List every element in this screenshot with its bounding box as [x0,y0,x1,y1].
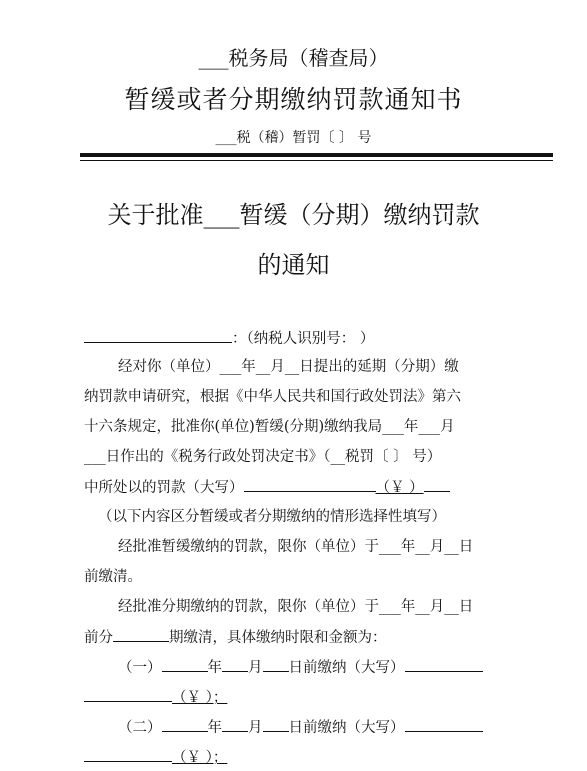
paragraph-1-line-4: ___日作出的《税务行政处罚决定书》（__税罚〔 〕 号） [84,449,442,465]
item-2-payment-label: 日前缴纳（大写） [288,720,405,736]
item-2-amount-figure: （￥ ）； [172,750,228,766]
selection-note: （以下内容区分暂缓或者分期缴纳的情形选择性填写） [98,509,446,525]
fine-amount-figure: （￥ ） [375,480,424,496]
item-2-month: 月 [248,720,263,736]
deferral-line-1: 经批准暂缓缴纳的罚款，限你（单位）于___年__月__日 [118,539,474,555]
notice-subject-line1: 关于批准___暂缓（分期）缴纳罚款 [107,201,480,229]
item-1-amount-blank [405,655,483,672]
agency-blank: ___ [198,46,229,70]
agency-name: 税务局（稽查局） [228,46,389,70]
issuing-agency [0,42,587,71]
item-2-year: 年 [207,720,222,736]
item-1-month-blank [222,655,248,672]
installment-line-1: 经批准分期缴纳的罚款，限你（单位）于___年__月__日 [118,599,474,615]
installment-count-blank [113,625,169,642]
paragraph-1-line-2: 纳罚款申请研究，根据《中华人民共和国行政处罚法》第六 [84,389,461,405]
notice-subject-line2: 的通知 [257,251,330,279]
paragraph-1-line-1: 经对你（单位）___年__月__日提出的延期（分期）缴 [118,359,459,375]
item-2-amount-blank [405,715,483,732]
document-number: ___税（稽）暂罚〔 〕 号 [215,130,372,146]
fine-amount-label: 中所处以的罚款（大写） [84,480,244,496]
fine-amount-blank [244,475,376,492]
item-2-number: （二） [118,720,162,736]
installment-line-2 [84,625,387,647]
item-1-year: 年 [207,660,222,676]
header-rule-thick [80,153,553,157]
taxpayer-id-label: ：（纳税人识别号： ） [232,331,375,347]
item-2-day-blank [263,715,289,732]
item-1-year-blank [162,655,208,672]
item-2-amount-words-blank [84,745,172,762]
installment-prefix: 前分 [84,630,113,646]
item-1-payment-label: 日前缴纳（大写） [288,660,405,676]
installment-suffix: 期缴清，具体缴纳时限和金额为： [169,630,387,646]
installment-item-1 [118,655,483,677]
item-1-amount-figure: （￥ ）； [172,690,228,706]
item-2-month-blank [222,715,248,732]
paragraph-1-line-5 [84,475,450,497]
installment-item-2 [118,715,483,737]
item-1-amount-words-blank [84,685,172,702]
installment-item-2-amount-line [84,745,227,767]
item-1-number: （一） [118,660,162,676]
item-2-year-blank [162,715,208,732]
paragraph-1-line-3: 十六条规定，批准你(单位)暂缓(分期)缴纳我局___年___月 [84,419,455,435]
item-1-day-blank [263,655,289,672]
item-1-month: 月 [248,660,263,676]
fine-amount-tail-blank [424,475,450,492]
taxpayer-line [84,326,374,348]
taxpayer-name-blank [84,326,232,343]
deferral-line-2: 前缴清。 [84,569,142,585]
header-rule-thin [80,160,553,161]
installment-item-1-amount-line [84,685,227,707]
document-title: 暂缓或者分期缴纳罚款通知书 [124,85,463,114]
